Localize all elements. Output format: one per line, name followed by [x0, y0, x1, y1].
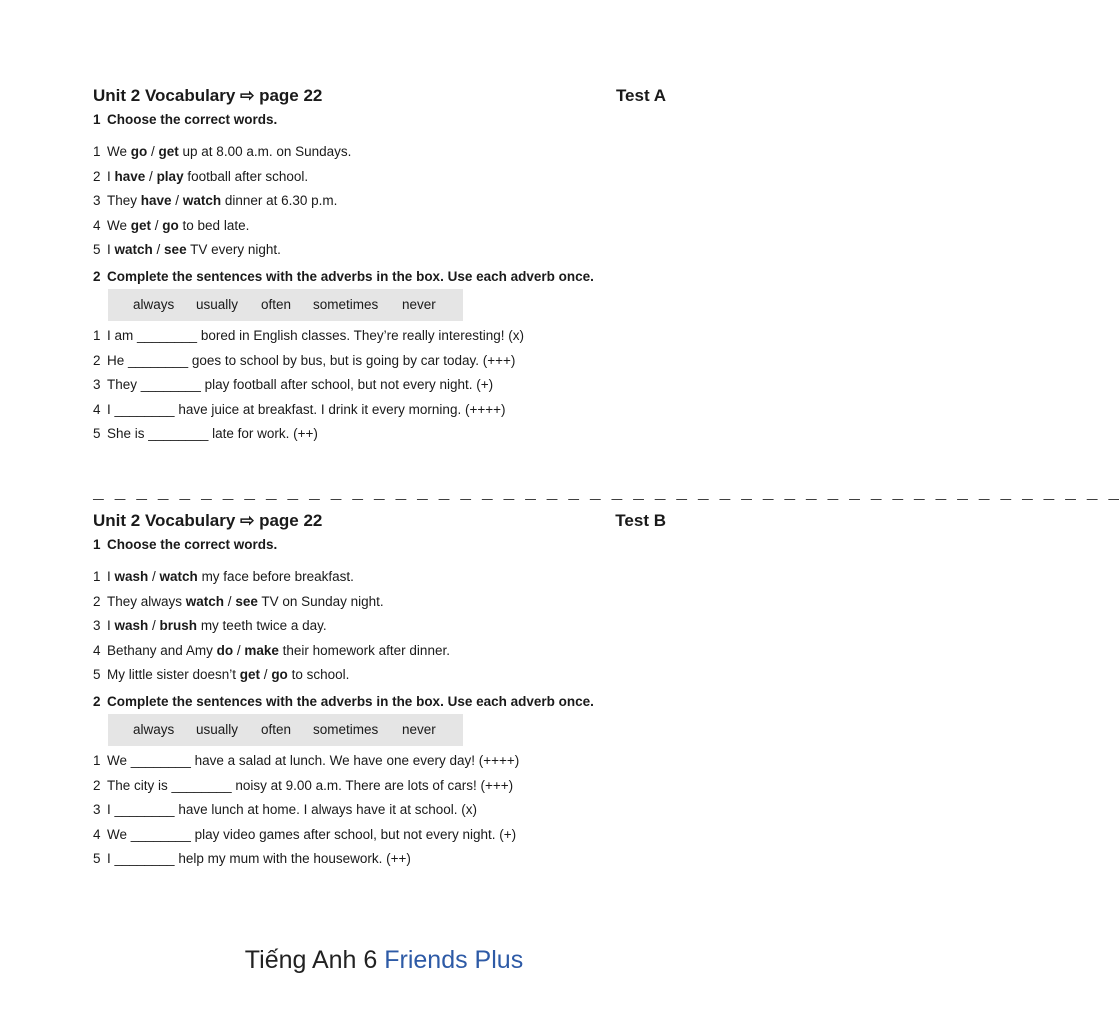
exercise-item [93, 214, 666, 239]
item-number: 4 [93, 401, 101, 417]
item-text: I [107, 618, 115, 634]
option-a: watch [114, 242, 153, 258]
footer-brand [0, 946, 768, 975]
adverb-word: never [402, 722, 436, 738]
item-text: We ________ have a salad at lunch. We have one every day! (++++) [107, 752, 520, 768]
item-text: to school. [287, 667, 350, 683]
option-separator: / [224, 593, 236, 609]
item-text: They ________ play football after school, but not every night. (+) [107, 377, 494, 393]
item-text: I [107, 242, 115, 258]
item-number: 2 [93, 593, 101, 609]
item-text: I [107, 168, 115, 184]
option-a: get [130, 217, 152, 233]
exercise-number: 1 [93, 537, 101, 552]
item-text: to bed late. [178, 217, 250, 233]
item-number: 3 [93, 618, 101, 634]
unit-title-text: Unit 2 Vocabulary [93, 511, 236, 530]
exercise-1-items [93, 565, 666, 688]
item-text: I [107, 569, 115, 584]
exercise-item [93, 823, 666, 848]
option-b: get [158, 144, 179, 159]
item-number: 5 [93, 667, 101, 683]
unit-title [93, 86, 322, 106]
option-b: brush [159, 618, 198, 634]
exercise-1-instruction [93, 537, 666, 563]
option-separator: / [148, 569, 160, 584]
test-b-section [93, 511, 666, 872]
item-text: She is ________ late for work. (++) [107, 426, 318, 442]
option-separator: / [151, 217, 163, 233]
instruction-text: Complete the sentences with the adverbs in the box. Use each adverb once. [107, 693, 594, 709]
unit-title-text: Unit 2 Vocabulary [93, 86, 236, 105]
exercise-2-items [93, 324, 666, 447]
item-number: 2 [93, 777, 101, 793]
page-reference: page 22 [259, 511, 323, 530]
option-b: watch [159, 569, 198, 584]
arrow-right-icon: ⇨ [240, 511, 255, 530]
item-text: We [107, 144, 131, 159]
option-a: have [140, 193, 172, 209]
exercise-item [93, 140, 666, 165]
exercise-item [93, 663, 666, 688]
adverb-box [108, 714, 463, 746]
option-a: wash [114, 618, 149, 634]
exercise-item [93, 189, 666, 214]
exercise-2-instruction [93, 269, 666, 289]
item-text: The city is ________ noisy at 9.00 a.m. There are lots of cars! (+++) [107, 777, 514, 793]
item-text: I ________ have lunch at home. I always have it at school. (x) [107, 802, 477, 818]
item-text: TV every night. [186, 242, 281, 258]
option-b: see [164, 242, 187, 258]
page-reference: page 22 [259, 86, 323, 105]
item-number: 5 [93, 242, 101, 258]
item-number: 1 [93, 752, 101, 768]
item-text: We [107, 217, 131, 233]
exercise-number: 2 [93, 693, 101, 709]
adverb-word: sometimes [313, 297, 379, 313]
adverb-word: usually [196, 722, 239, 738]
test-header [93, 511, 666, 535]
option-b: go [162, 217, 179, 233]
option-separator: / [152, 242, 165, 258]
exercise-item [93, 373, 666, 398]
exercise-item [93, 565, 666, 590]
item-text: They always [107, 593, 186, 609]
item-text: their homework after dinner. [278, 642, 450, 658]
item-text: up at 8.00 a.m. on Sundays. [178, 144, 352, 159]
option-separator: / [148, 618, 160, 634]
test-label: Test B [615, 511, 666, 530]
adverb-box [108, 289, 463, 321]
option-separator: / [233, 642, 245, 658]
item-number: 3 [93, 802, 101, 818]
option-b: play [156, 168, 184, 184]
item-number: 4 [93, 217, 101, 233]
adverb-word: often [261, 297, 292, 313]
option-separator: / [171, 193, 183, 209]
option-b: make [244, 642, 279, 658]
item-number: 5 [93, 426, 101, 442]
option-a: go [130, 144, 148, 159]
item-text: I am ________ bored in English classes. They’re really interesting! (x) [107, 327, 524, 343]
exercise-item [93, 349, 666, 374]
option-b: go [271, 667, 288, 683]
test-header [93, 86, 666, 110]
instruction-text: Complete the sentences with the adverbs in the box. Use each adverb once. [107, 268, 594, 284]
item-text: We ________ play video games after school, but not every night. (+) [107, 826, 517, 842]
adverb-word: never [402, 297, 436, 313]
item-number: 2 [93, 352, 101, 368]
item-text: my face before breakfast. [197, 569, 354, 584]
footer-prefix: Tiếng Anh 6 [244, 946, 385, 974]
item-text: football after school. [183, 168, 309, 184]
exercise-item [93, 590, 666, 615]
exercise-item [93, 614, 666, 639]
exercise-1-instruction [93, 112, 666, 138]
option-a: get [239, 667, 261, 683]
exercise-2-instruction [93, 694, 666, 714]
instruction-text: Choose the correct words. [107, 537, 278, 552]
test-label: Test A [615, 86, 666, 105]
option-a: watch [185, 593, 225, 609]
exercise-1-items [93, 140, 666, 263]
item-number: 3 [93, 377, 101, 393]
item-text: TV on Sunday night. [257, 593, 384, 609]
adverb-word: often [261, 722, 292, 738]
item-text: They [107, 193, 141, 209]
test-a-section [93, 86, 666, 447]
item-number: 2 [93, 168, 101, 184]
arrow-right-icon: ⇨ [240, 86, 255, 105]
item-number: 4 [93, 826, 101, 842]
item-text: He ________ goes to school by bus, but is going by car today. (+++) [107, 352, 516, 368]
item-number: 4 [93, 642, 101, 658]
item-number: 5 [93, 851, 101, 867]
option-separator: / [147, 144, 159, 159]
exercise-item [93, 422, 666, 447]
exercise-number: 2 [93, 268, 101, 284]
item-text: My little sister doesn’t [107, 667, 240, 683]
exercise-number: 1 [93, 112, 101, 127]
cut-line-separator: _ _ _ _ _ _ _ _ _ _ _ _ _ _ _ _ _ _ _ _ _ _ _ _ _ _ _ _ _ _ _ _ _ _ _ _ _ _ _ _ _ _ _ _ _ _ _ _ [93, 484, 1119, 504]
exercise-item [93, 238, 666, 263]
exercise-item [93, 639, 666, 664]
item-text: I ________ help my mum with the housework. (++) [107, 851, 411, 867]
option-a: wash [114, 569, 149, 584]
adverb-word: always [133, 722, 175, 738]
adverb-word: usually [196, 297, 239, 313]
option-separator: / [260, 667, 272, 683]
exercise-item [93, 398, 666, 423]
unit-title [93, 511, 322, 531]
item-number: 3 [93, 193, 101, 209]
option-b: watch [182, 193, 222, 209]
exercise-item [93, 749, 666, 774]
item-text: I ________ have juice at breakfast. I drink it every morning. (++++) [107, 401, 506, 417]
item-text: dinner at 6.30 p.m. [221, 193, 338, 209]
option-b: see [235, 593, 258, 609]
option-a: do [216, 642, 234, 658]
option-separator: / [145, 168, 157, 184]
item-text: Bethany and Amy [107, 642, 217, 658]
item-number: 1 [93, 327, 101, 343]
item-number: 1 [93, 569, 101, 584]
item-number: 1 [93, 144, 101, 159]
item-text: my teeth twice a day. [197, 618, 327, 634]
adverb-word: sometimes [313, 722, 379, 738]
exercise-item [93, 774, 666, 799]
exercise-item [93, 165, 666, 190]
exercise-item [93, 324, 666, 349]
instruction-text: Choose the correct words. [107, 112, 278, 127]
exercise-2-items [93, 749, 666, 872]
exercise-item [93, 798, 666, 823]
footer-brand-name: Friends Plus [384, 946, 524, 974]
adverb-word: always [133, 297, 175, 313]
exercise-item [93, 847, 666, 872]
option-a: have [114, 168, 146, 184]
